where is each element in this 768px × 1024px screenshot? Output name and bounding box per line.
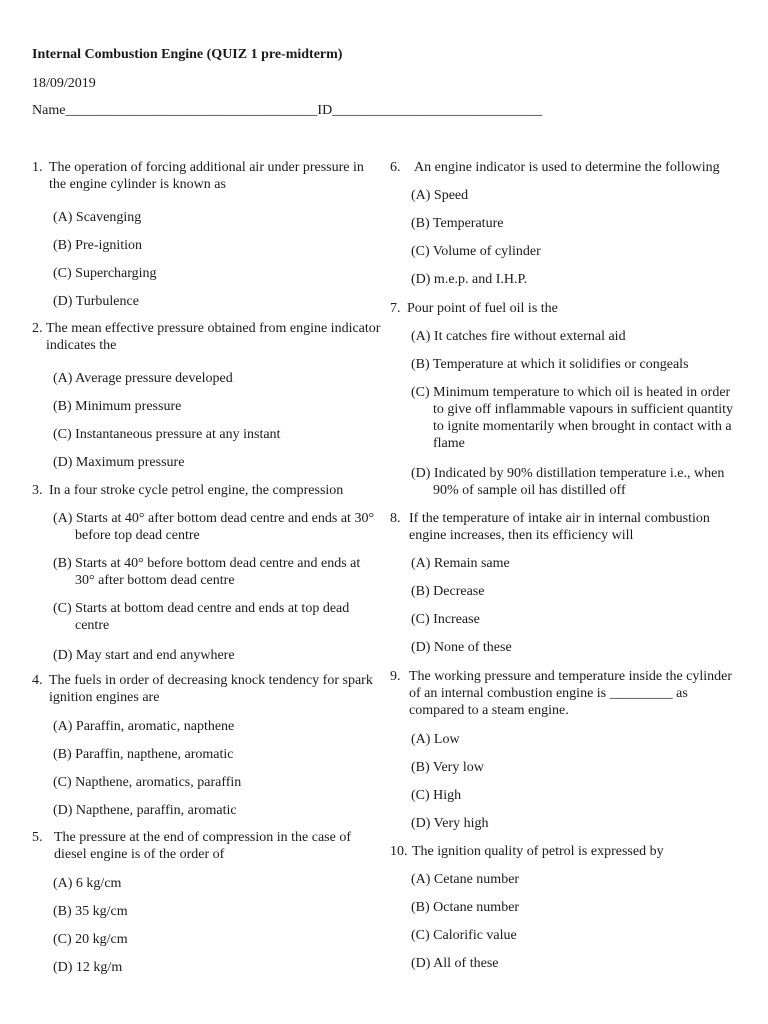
option-text-line: to ignite momentarily when brought in contact with a	[433, 419, 732, 434]
question-3-option-a	[53, 510, 374, 544]
question-6-option-a	[411, 187, 468, 204]
option-text-line: (C) Increase	[411, 612, 480, 627]
option-text-line: (C) Volume of cylinder	[411, 244, 541, 259]
question-stem-line: of an internal combustion engine is _________ as	[409, 686, 688, 701]
question-number: 7.	[390, 301, 401, 316]
option-text-line: centre	[75, 618, 110, 633]
question-4-option-b	[53, 746, 234, 763]
question-stem-line: diesel engine is of the order of	[54, 847, 225, 862]
question-stem-line: The pressure at the end of compression in the case of	[54, 830, 352, 845]
question-number: 9.	[390, 669, 401, 684]
quiz-title: Internal Combustion Engine (QUIZ 1 pre-midterm)	[32, 47, 343, 62]
option-text-line: (D) Indicated by 90% distillation temperature i.e., when	[411, 466, 725, 481]
question-stem-line: Pour point of fuel oil is the	[407, 301, 558, 316]
option-text-line: (B) Octane number	[411, 900, 520, 915]
question-stem-line: In a four stroke cycle petrol engine, the compression	[49, 483, 344, 498]
option-text-line: (C) High	[411, 788, 462, 803]
question-stem-line: compared to a steam engine.	[409, 703, 569, 718]
option-text-line: 30° after bottom dead centre	[75, 573, 235, 588]
question-10-option-a	[411, 871, 519, 888]
question-4-option-a	[53, 718, 234, 735]
option-text-line: (C) Minimum temperature to which oil is heated in order	[411, 385, 731, 400]
question-10-option-c	[411, 927, 517, 944]
option-text-line: (B) Very low	[411, 760, 484, 775]
question-3-option-b	[53, 555, 360, 589]
question-3-option-d	[53, 647, 235, 664]
question-4-option-d	[53, 802, 237, 819]
option-text-line: (D) 12 kg/m	[53, 960, 123, 975]
question-8-option-b	[411, 583, 484, 600]
question-7-option-c	[411, 384, 733, 452]
question-6-option-d	[411, 271, 527, 288]
question-9-option-a	[411, 731, 460, 748]
option-text-line: (D) May start and end anywhere	[53, 648, 235, 663]
question-7-option-b	[411, 356, 689, 373]
question-number: 6.	[390, 160, 401, 175]
question-6-option-b	[411, 215, 503, 232]
question-number: 8.	[390, 511, 401, 526]
question-7-option-d	[411, 465, 724, 499]
question-8-option-c	[411, 611, 480, 628]
option-text-line: (D) All of these	[411, 956, 499, 971]
question-stem-line: The working pressure and temperature inside the cylinder	[409, 669, 733, 684]
option-text-line: (A) Low	[411, 732, 460, 747]
question-4-option-c	[53, 774, 241, 791]
option-text-line: (A) Scavenging	[53, 210, 142, 225]
question-stem-line: The operation of forcing additional air under pressure in	[49, 160, 364, 175]
question-1-option-d	[53, 293, 139, 310]
question-stem-line: The ignition quality of petrol is expressed by	[412, 844, 664, 859]
question-stem-line: the engine cylinder is known as	[49, 177, 226, 192]
option-text-line: (C) Napthene, aromatics, paraffin	[53, 775, 242, 790]
option-text-line: (D) Maximum pressure	[53, 455, 185, 470]
option-text-line: (D) Very high	[411, 816, 489, 831]
question-7-option-a	[411, 328, 626, 345]
option-text-line: (B) Temperature	[411, 216, 504, 231]
option-text-line: (A) It catches fire without external aid	[411, 329, 626, 344]
option-text-line: (B) 35 kg/cm	[53, 904, 128, 919]
question-stem-line: If the temperature of intake air in internal combustion	[409, 511, 710, 526]
option-text-line: (B) Starts at 40° before bottom dead centre and ends at	[53, 556, 361, 571]
question-5-option-a	[53, 875, 121, 892]
question-number: 2.	[32, 321, 43, 336]
option-text-line: (B) Temperature at which it solidifies or congeals	[411, 357, 689, 372]
option-text-line: (B) Pre-ignition	[53, 238, 143, 253]
question-stem-line: An engine indicator is used to determine the following	[414, 160, 720, 175]
option-text-line: (C) Supercharging	[53, 266, 157, 281]
question-9-option-c	[411, 787, 461, 804]
question-stem-line: indicates the	[46, 338, 117, 353]
option-text-line: (A) 6 kg/cm	[53, 876, 122, 891]
question-9-option-b	[411, 759, 484, 776]
question-2-option-a	[53, 370, 233, 387]
question-stem-line: engine increases, then its efficiency will	[409, 528, 634, 543]
option-text-line: (C) 20 kg/cm	[53, 932, 128, 947]
name-id-line: Name____________________________________ID______________________________	[32, 103, 543, 118]
question-8-option-d	[411, 639, 512, 656]
option-text-line: (D) m.e.p. and I.H.P.	[411, 272, 528, 287]
question-2-option-d	[53, 454, 184, 471]
option-text-line: (A) Starts at 40° after bottom dead centre and ends at 30°	[53, 511, 375, 526]
option-text-line: (D) Turbulence	[53, 294, 139, 309]
question-number: 5.	[32, 830, 43, 845]
option-text-line: (C) Starts at bottom dead centre and ends at top dead	[53, 601, 350, 616]
question-10-option-d	[411, 955, 498, 972]
question-9-option-d	[411, 815, 489, 832]
option-text-line: (A) Cetane number	[411, 872, 520, 887]
question-3-option-c	[53, 600, 349, 634]
quiz-date: 18/09/2019	[32, 76, 96, 91]
option-text-line: (A) Paraffin, aromatic, napthene	[53, 719, 235, 734]
question-2-option-c	[53, 426, 280, 443]
option-text-line: (A) Average pressure developed	[53, 371, 233, 386]
question-2-option-b	[53, 398, 181, 415]
question-5-option-b	[53, 903, 128, 920]
question-number: 3.	[32, 483, 43, 498]
option-text-line: (B) Paraffin, napthene, aromatic	[53, 747, 234, 762]
option-text-line: before top dead centre	[75, 528, 200, 543]
option-text-line: (B) Minimum pressure	[53, 399, 182, 414]
option-text-line: (C) Instantaneous pressure at any instant	[53, 427, 281, 442]
question-stem-line: The fuels in order of decreasing knock tendency for spark	[49, 673, 373, 688]
question-8-option-a	[411, 555, 510, 572]
option-text-line: (D) None of these	[411, 640, 512, 655]
option-text-line: to give off inflammable vapours in sufficient quantity	[433, 402, 734, 417]
question-6-option-c	[411, 243, 541, 260]
option-text-line: (A) Speed	[411, 188, 469, 203]
option-text-line: (D) Napthene, paraffin, aromatic	[53, 803, 237, 818]
option-text-line: (B) Decrease	[411, 584, 485, 599]
question-1-option-c	[53, 265, 157, 282]
option-text-line: flame	[433, 436, 465, 451]
option-text-line: (A) Remain same	[411, 556, 510, 571]
question-number: 1.	[32, 160, 43, 175]
question-stem-line: ignition engines are	[49, 690, 160, 705]
question-number: 4.	[32, 673, 43, 688]
question-1-option-b	[53, 237, 142, 254]
option-text-line: (C) Calorific value	[411, 928, 517, 943]
option-text-line: 90% of sample oil has distilled off	[433, 483, 626, 498]
question-10-option-b	[411, 899, 519, 916]
question-number: 10.	[390, 844, 408, 859]
question-5-option-d	[53, 959, 122, 976]
question-1-option-a	[53, 209, 141, 226]
question-stem-line: The mean effective pressure obtained from engine indicator	[46, 321, 381, 336]
question-5-option-c	[53, 931, 128, 948]
